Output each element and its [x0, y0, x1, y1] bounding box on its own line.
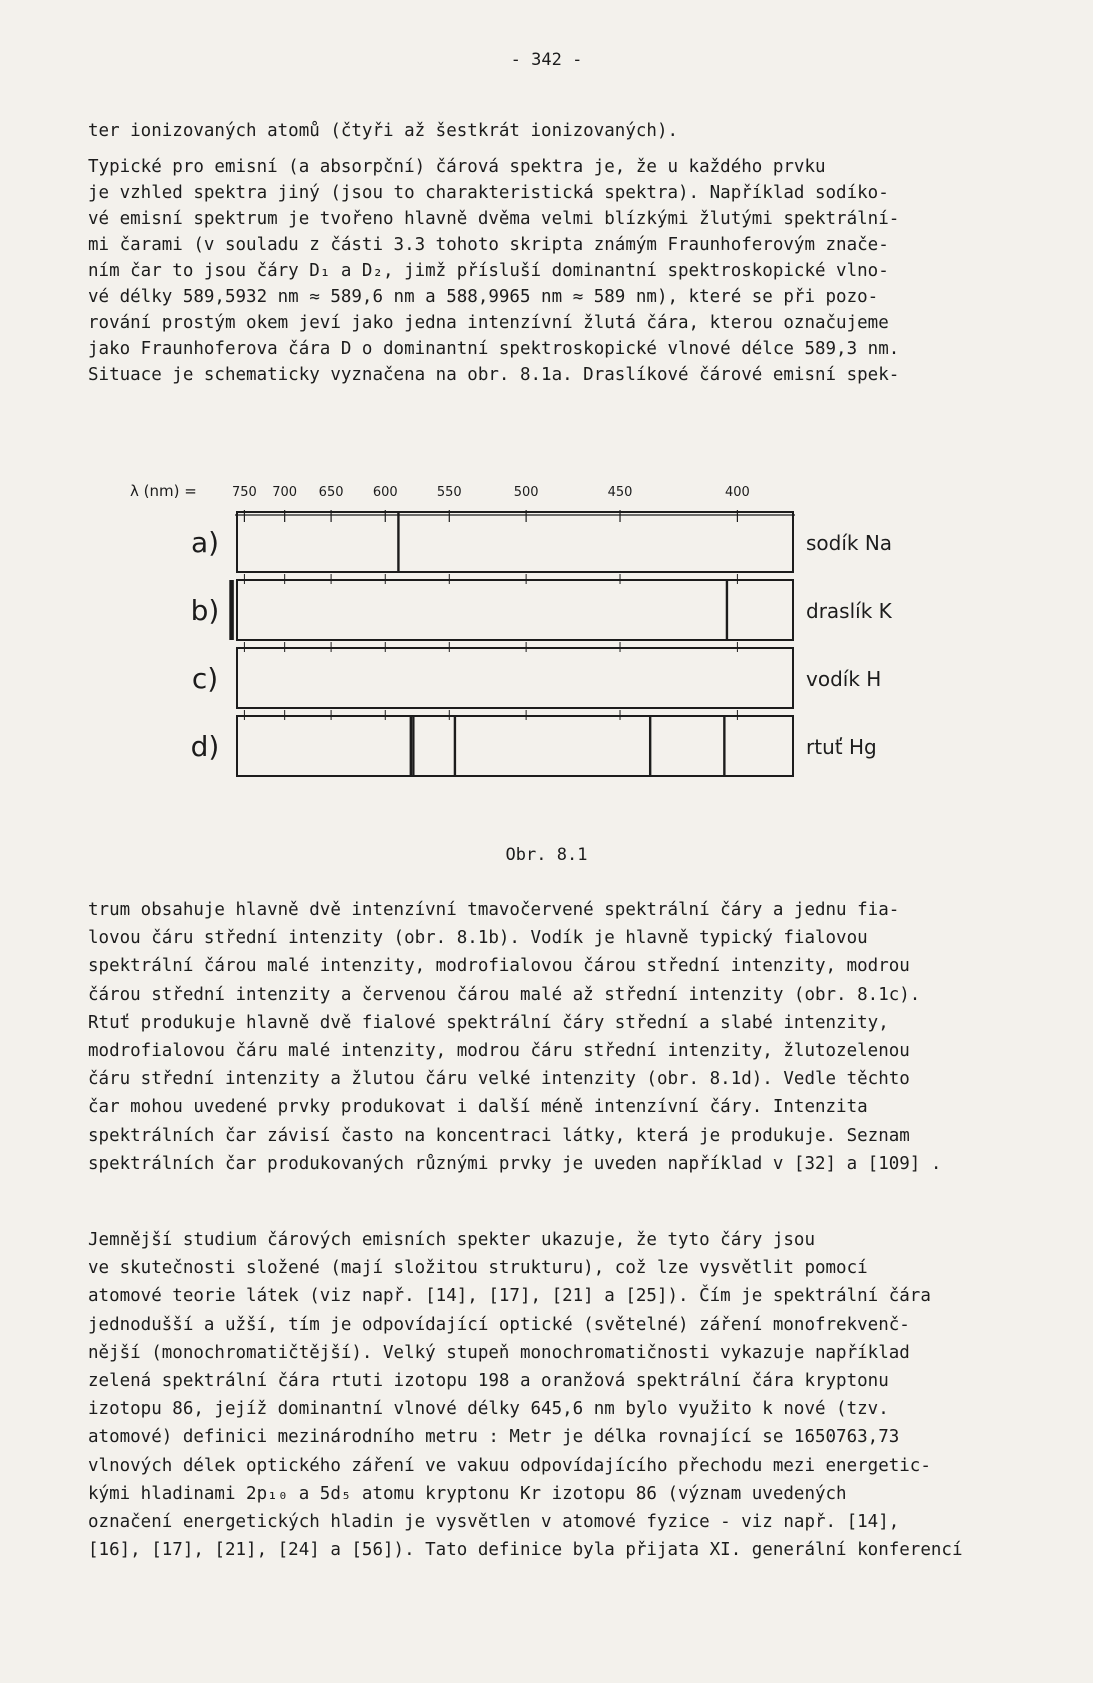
text-line: ve skutečnosti složené (mají složitou strukturu), což lze vysvětlit pomocí	[88, 1258, 868, 1279]
text-line: atomové) definici mezinárodního metru : Metr je délka rovnající se 1650763,73	[88, 1427, 900, 1448]
spectrum-box	[237, 648, 793, 708]
wavelength-ticks	[232, 485, 750, 522]
tick-label: 550	[436, 485, 462, 500]
spectra-figure	[0, 470, 1093, 870]
text-line: [16], [17], [21], [24] a [56]). Tato definice byla přijata XI. generální konferencí	[88, 1540, 963, 1561]
text-line: nější (monochromatičtější). Velký stupeň monochromatičnosti vykazuje například	[88, 1342, 910, 1363]
text-line: zelená spektrální čára rtuti izotopu 198 a oranžová spektrální čára kryptonu	[88, 1370, 889, 1391]
element-label: vodík H	[806, 667, 882, 691]
spectrum-letter: b)	[190, 594, 220, 627]
page-number: - 342 -	[510, 50, 583, 70]
text-line: jednodušší a užší, tím je odpovídající optické (světelné) záření monofrekvenč-	[88, 1314, 910, 1335]
tick-label: 450	[607, 485, 633, 500]
tick-label: 500	[513, 485, 539, 500]
text-line: rování prostým okem jeví jako jedna intenzívní žlutá čára, kterou označujeme	[88, 313, 889, 333]
paragraph-2	[88, 154, 1023, 388]
text-line: modrofialovou čáru malé intenzity, modrou čáru střední intenzity, žlutozelenou	[88, 1040, 910, 1061]
tick-label: 700	[272, 485, 298, 500]
text-line: spektrální čárou malé intenzity, modrofialovou čárou střední intenzity, modrou	[88, 956, 910, 977]
text-line: vé emisní spektrum je tvořeno hlavně dvěma velmi blízkými žlutými spektrální-	[88, 209, 900, 229]
text-line: označení energetických hladin je vysvětlen v atomové fyzice - viz např. [14],	[88, 1511, 900, 1532]
tick-label: 600	[372, 485, 398, 500]
tick-label: 400	[724, 485, 750, 500]
text-line: kými hladinami 2p₁₀ a 5d₅ atomu kryptonu Kr izotopu 86 (význam uvedených	[88, 1483, 847, 1504]
spectrum-letter: c)	[191, 662, 219, 695]
text-line: ním čar to jsou čáry D₁ a D₂, jimž přísluší dominantní spektroskopické vlno-	[88, 261, 889, 281]
text-line: spektrálních čar závisí často na koncentraci látky, která je produkuje. Seznam	[88, 1125, 910, 1146]
element-label: sodík Na	[806, 531, 893, 555]
text-line: čáru střední intenzity a žlutou čáru velké intenzity (obr. 8.1d). Vedle těchto	[88, 1069, 910, 1090]
text-line: jako Fraunhoferova čára D o dominantní spektroskopické vlnové délce 589,3 nm.	[88, 339, 900, 359]
spectrum-row	[192, 642, 881, 708]
element-label: draslík K	[806, 599, 892, 623]
text-line: mi čarami (v souladu z části 3.3 tohoto skripta známým Fraunhoferovým znače-	[88, 235, 889, 255]
spectrum-letter: a)	[190, 526, 220, 559]
figure-caption: Obr. 8.1	[505, 845, 588, 865]
spectrum-box	[237, 512, 793, 572]
text-line: čar mohou uvedené prvky produkovat i další méně intenzívní čáry. Intenzita	[88, 1097, 868, 1118]
text-line: Typické pro emisní (a absorpční) čárová spektra je, že u každého prvku	[88, 157, 826, 177]
text-line: ter ionizovaných atomů (čtyři až šestkrát ionizovaných).	[88, 121, 679, 141]
text-line: trum obsahuje hlavně dvě intenzívní tmavočervené spektrální čáry a jednu fia-	[88, 900, 900, 920]
text-line: vlnových délek optického záření ve vakuu odpovídajícího přechodu mezi energetic-	[88, 1455, 931, 1476]
spectrum-row	[191, 574, 893, 640]
wavelength-axis-label: λ (nm) =	[130, 482, 197, 500]
element-label: rtuť Hg	[806, 735, 877, 759]
spectra-diagram	[0, 470, 1093, 870]
tick-label: 750	[231, 485, 257, 500]
text-line: čárou střední intenzity a červenou čárou malé až střední intenzity (obr. 8.1c).	[88, 984, 921, 1005]
spectrum-box	[237, 716, 793, 776]
text-line: Jemnější studium čárových emisních spekter ukazuje, že tyto čáry jsou	[88, 1230, 815, 1250]
spectrum-rows	[191, 512, 893, 776]
spectrum-row	[191, 710, 877, 776]
tick-label: 650	[318, 485, 344, 500]
text-line: spektrálních čar produkovaných různými prvky je uveden například v [32] a [109] .	[88, 1153, 942, 1174]
paragraph-1	[88, 118, 1023, 144]
text-line: izotopu 86, jejíž dominantní vlnové délky 645,6 nm bylo využito k nové (tzv.	[88, 1399, 889, 1420]
text-line: je vzhled spektra jiný (jsou to charakteristická spektra). Například sodíko-	[88, 183, 889, 203]
text-line: Rtuť produkuje hlavně dvě fialové spektrální čáry střední a slabé intenzity,	[88, 1012, 889, 1033]
spectrum-letter: d)	[190, 730, 220, 763]
spectrum-box	[237, 580, 793, 640]
text-line: lovou čáru střední intenzity (obr. 8.1b). Vodík je hlavně typický fialovou	[88, 928, 868, 949]
paragraph-3	[88, 896, 1023, 1178]
text-line: atomové teorie látek (viz např. [14], [17], [21] a [25]). Čím je spektrální čára	[88, 1286, 931, 1307]
paragraph-4	[88, 1226, 1023, 1564]
spectrum-row	[191, 512, 892, 572]
text-line: vé délky 589,5932 nm ≈ 589,6 nm a 588,9965 nm ≈ 589 nm), které se při pozo-	[88, 287, 879, 307]
text-line: Situace je schematicky vyznačena na obr. 8.1a. Draslíkové čárové emisní spek-	[88, 365, 900, 385]
